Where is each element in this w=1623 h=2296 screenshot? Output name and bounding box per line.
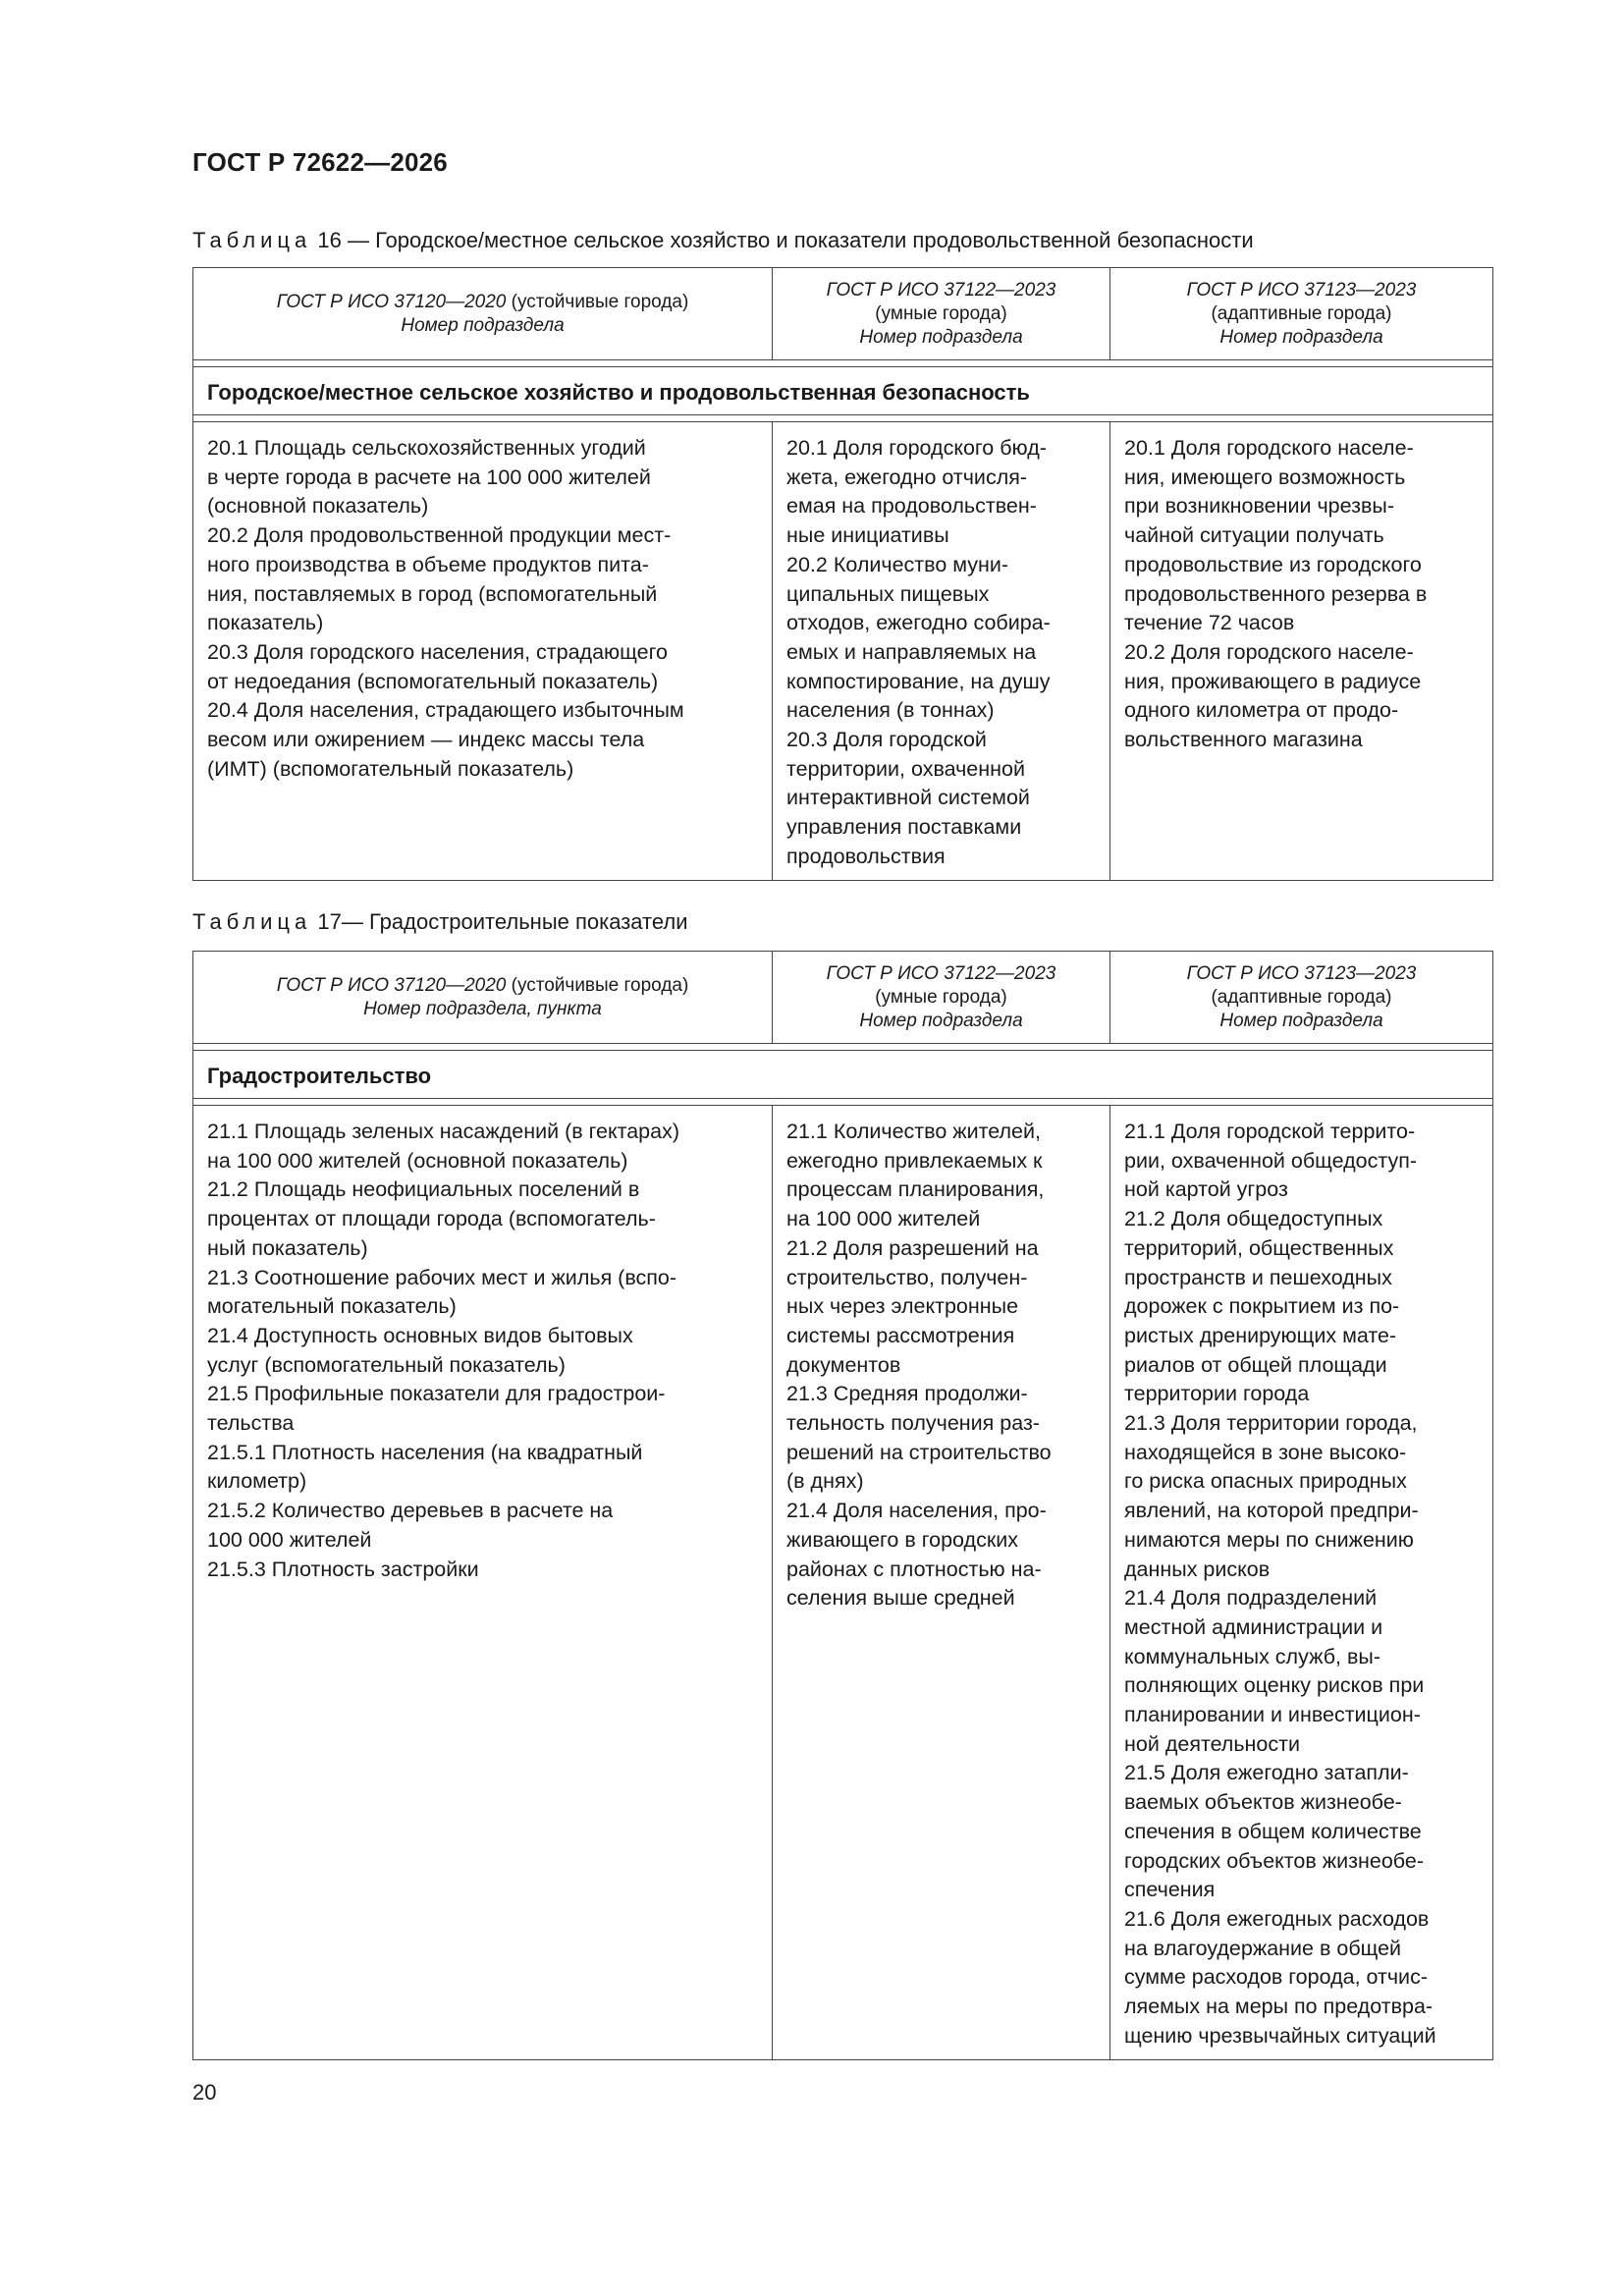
cell-line: ной деятельности [1124, 1731, 1300, 1756]
cell-line: 21.5 Доля ежегодно затапли- [1124, 1761, 1409, 1785]
cell-line: полняющих оценку рисков при [1124, 1673, 1425, 1698]
cell-line: территории, охваченной [786, 756, 1025, 781]
cell-line: строительство, получен- [786, 1265, 1028, 1289]
table-17-section-title: Градостроительство [193, 1051, 1493, 1099]
table-16-col3-cell [1110, 422, 1493, 881]
cell-line: находящейся в зоне высоко- [1124, 1440, 1407, 1464]
cell-line: услуг (вспомогательный показатель) [207, 1352, 566, 1377]
cell-line: 20.2 Доля продовольственной продукции мест- [207, 523, 672, 548]
cell-line: 21.5.2 Количество деревьев в расчете на [207, 1499, 614, 1523]
cell-line: течение 72 часов [1124, 611, 1295, 635]
cell-line: жета, ежегодно отчисля- [786, 465, 1028, 489]
document-code: ГОСТ Р 72622—2026 [192, 147, 448, 177]
page-number: 20 [192, 2080, 217, 2105]
cell-line: 21.3 Средняя продолжи- [786, 1382, 1028, 1406]
cell-line: 21.3 Соотношение рабочих мест и жилья (вспо- [207, 1265, 677, 1289]
table-16-header-col1: ГОСТ Р ИСО 37120—2020 (устойчивые города) Номер подраздела [193, 268, 773, 360]
cell-line: ный показатель) [207, 1235, 368, 1260]
table-17-header-col2: ГОСТ Р ИСО 37122—2023 (умные города) Номер подраздела [773, 952, 1110, 1044]
cell-line: процессам планирования, [786, 1177, 1045, 1202]
table-17 [192, 951, 1492, 2060]
cell-line: ных через электронные [786, 1294, 1019, 1319]
cell-line: продовольствия [786, 844, 946, 868]
cell-line: продовольственного резерва в [1124, 581, 1428, 606]
cell-line: емая на продовольствен- [786, 494, 1037, 519]
cell-line: щению чрезвычайных ситуаций [1124, 2023, 1436, 2048]
table-17-body-row [193, 1106, 1493, 2060]
cell-line: районах с плотностью на- [786, 1557, 1042, 1581]
cell-line: сумме расходов города, отчис- [1124, 1965, 1428, 1990]
cell-line: населения (в тоннах) [786, 698, 995, 723]
table-17-header-row [193, 952, 1493, 1044]
cell-line: риалов от общей площади [1124, 1352, 1387, 1377]
table-16-header-col3: ГОСТ Р ИСО 37123—2023 (адаптивные города) Номер подраздела [1110, 268, 1493, 360]
cell-line: чайной ситуации получать [1124, 523, 1384, 548]
cell-line: 20.1 Доля городского бюд- [786, 436, 1047, 460]
cell-line: 21.1 Количество жителей, [786, 1120, 1041, 1143]
cell-line: ристых дренирующих мате- [1124, 1323, 1397, 1347]
cell-line: 21.2 Площадь неофициальных поселений в [207, 1177, 640, 1202]
table-16-caption [192, 228, 1254, 253]
cell-line: 20.2 Доля городского населе- [1124, 639, 1414, 664]
cell-line: спечения [1124, 1878, 1216, 1902]
cell-line: явлений, на которой предпри- [1124, 1499, 1419, 1523]
cell-line: ципальных пищевых [786, 581, 990, 606]
table-16-section-row [193, 367, 1493, 415]
cell-line: 20.3 Доля городского населения, страдающего [207, 639, 668, 664]
cell-line: живающего в городских [786, 1527, 1018, 1552]
cell-line: нимаются меры по снижению [1124, 1527, 1414, 1552]
cell-line: дорожек с покрытием из по- [1124, 1294, 1400, 1319]
cell-line: ные инициативы [786, 523, 949, 548]
cell-line: ного производства в объеме продуктов пита- [207, 552, 649, 576]
cell-line: селения выше средней [786, 1586, 1015, 1611]
cell-line: на влагоудержание в общей [1124, 1936, 1402, 1960]
table-16-col1-cell [193, 422, 773, 881]
cell-line: ной картой угроз [1124, 1177, 1288, 1202]
cell-line: планировании и инвестицион- [1124, 1703, 1421, 1727]
cell-line: 100 000 жителей [207, 1527, 372, 1552]
cell-line: 21.4 Доступность основных видов бытовых [207, 1323, 633, 1347]
table-16-col2-cell [773, 422, 1110, 881]
table-17-col1-cell [193, 1106, 773, 2060]
cell-line: (основной показатель) [207, 494, 429, 519]
cell-line: от недоедания (вспомогательный показатель) [207, 669, 659, 693]
cell-line: 20.1 Доля городского населе- [1124, 436, 1414, 460]
cell-line: одного километра от продо- [1124, 698, 1399, 723]
cell-line: 21.1 Доля городской террито- [1124, 1120, 1416, 1143]
cell-line: 21.5.3 Плотность застройки [207, 1557, 479, 1581]
cell-line: (ИМТ) (вспомогательный показатель) [207, 756, 574, 781]
table-17-caption-word: Таблица [192, 909, 312, 934]
cell-line: (в днях) [786, 1469, 864, 1494]
cell-line: интерактивной системой [786, 786, 1030, 810]
cell-line: показатель) [207, 611, 324, 635]
cell-line: управления поставками [786, 815, 1022, 840]
table-16-header-row [193, 268, 1493, 360]
cell-line: рии, охваченной общедоступ- [1124, 1148, 1417, 1173]
cell-line: процентах от площади города (вспомогатель- [207, 1207, 656, 1231]
cell-line: 21.6 Доля ежегодных расходов [1124, 1906, 1430, 1931]
cell-line: 21.1 Площадь зеленых насаждений (в гектарах) [207, 1120, 679, 1143]
cell-line: ния, поставляемых в город (вспомогательный [207, 581, 658, 606]
cell-line: могательный показатель) [207, 1294, 457, 1319]
cell-line: ваемых объектов жизнеобе- [1124, 1790, 1402, 1815]
cell-line: 20.3 Доля городской [786, 728, 987, 752]
cell-line: 20.2 Количество муни- [786, 552, 1009, 576]
cell-line: территории города [1124, 1382, 1310, 1406]
cell-line: решений на строительство [786, 1440, 1052, 1464]
cell-line: коммунальных служб, вы- [1124, 1644, 1380, 1668]
cell-line: 21.2 Доля разрешений на [786, 1235, 1039, 1260]
cell-line: компостирование, на душу [786, 669, 1051, 693]
cell-line: продовольствие из городского [1124, 552, 1422, 576]
table-16-section-title: Городское/местное сельское хозяйство и продовольственная безопасность [193, 367, 1493, 415]
cell-line: ляемых на меры по предотвра- [1124, 1995, 1434, 2019]
cell-line: на 100 000 жителей [786, 1207, 981, 1231]
cell-line: системы рассмотрения [786, 1323, 1015, 1347]
cell-line: километр) [207, 1469, 307, 1494]
cell-line: весом или ожирением — индекс массы тела [207, 728, 645, 752]
cell-line: вольственного магазина [1124, 728, 1363, 752]
cell-line: в черте города в расчете на 100 000 жителей [207, 465, 651, 489]
cell-line: ния, проживающего в радиусе [1124, 669, 1422, 693]
cell-line: 21.5 Профильные показатели для градострои- [207, 1382, 666, 1406]
cell-line: тельства [207, 1411, 295, 1436]
cell-line: спечения в общем количестве [1124, 1819, 1422, 1843]
cell-line: при возникновении чрезвы- [1124, 494, 1394, 519]
table-16-body-row [193, 422, 1493, 881]
cell-line: тельность получения раз- [786, 1411, 1040, 1436]
cell-line: 20.1 Площадь сельскохозяйственных угодий [207, 436, 646, 460]
table-16-caption-word: Таблица [192, 228, 312, 252]
cell-line: на 100 000 жителей (основной показатель) [207, 1148, 628, 1173]
cell-line: го риска опасных природных [1124, 1469, 1407, 1494]
cell-line: 21.5.1 Плотность населения (на квадратный [207, 1440, 643, 1464]
table-16 [192, 267, 1492, 881]
table-17-col2-cell [773, 1106, 1110, 2060]
table-16-caption-text: 16 — Городское/местное сельское хозяйство и показатели продовольственной безопасности [317, 228, 1254, 252]
table-17-caption [192, 909, 688, 935]
cell-line: 21.4 Доля населения, про- [786, 1499, 1047, 1523]
cell-line: городских объектов жизнеобе- [1124, 1848, 1424, 1873]
cell-line: 21.4 Доля подразделений [1124, 1586, 1378, 1611]
table-17-header-col1: ГОСТ Р ИСО 37120—2020 (устойчивые города) Номер подраздела, пункта [193, 952, 773, 1044]
cell-line: пространств и пешеходных [1124, 1265, 1392, 1289]
cell-line: 20.4 Доля населения, страдающего избыточным [207, 698, 684, 723]
cell-line: территорий, общественных [1124, 1235, 1394, 1260]
cell-line: 21.2 Доля общедоступных [1124, 1207, 1383, 1231]
cell-line: отходов, ежегодно собира- [786, 611, 1051, 635]
table-17-header-col3: ГОСТ Р ИСО 37123—2023 (адаптивные города) Номер подраздела [1110, 952, 1493, 1044]
cell-line: документов [786, 1352, 901, 1377]
cell-line: данных рисков [1124, 1557, 1271, 1581]
cell-line: ежегодно привлекаемых к [786, 1148, 1043, 1173]
cell-line: емых и направляемых на [786, 639, 1037, 664]
table-17-section-row [193, 1051, 1493, 1099]
cell-line: 21.3 Доля территории города, [1124, 1411, 1418, 1436]
table-16-header-col2: ГОСТ Р ИСО 37122—2023 (умные города) Номер подраздела [773, 268, 1110, 360]
cell-line: местной администрации и [1124, 1614, 1383, 1639]
table-17-col3-cell [1110, 1106, 1493, 2060]
table-17-caption-text: 17— Градостроительные показатели [317, 909, 688, 934]
cell-line: ния, имеющего возможность [1124, 465, 1406, 489]
